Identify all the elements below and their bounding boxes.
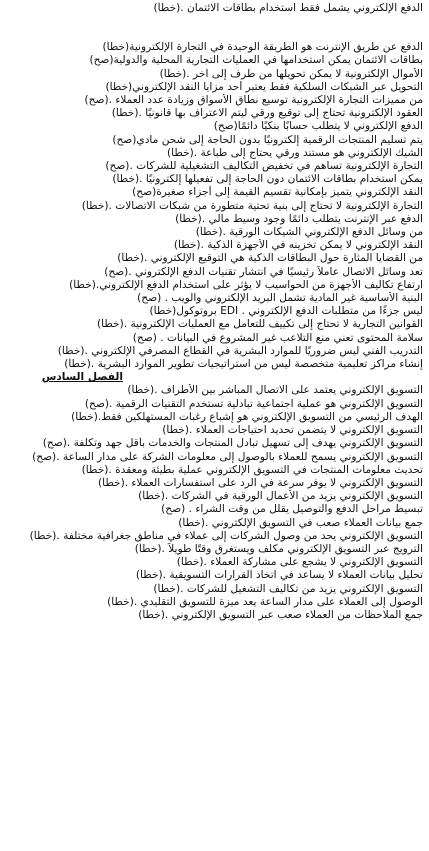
statement-line: النقد الإلكتروني لا يمكن تخزينه في الأجهزة الذكية .(خطأ)	[173, 239, 423, 252]
statement-line: التحويل عبر الشبكات السلكية فقط يعتبر أحد مزايا النقد الإلكتروني(خطأ)	[105, 80, 423, 93]
statement-line: بطاقات الائتمان يمكن استخدامها في العمليات التجارية المحلية والدولية(صح)	[89, 54, 423, 67]
statement-line: العقود الإلكترونية تحتاج إلى توقيع ورقي ليتم الاعتراف بها قانونيًا .(خطأ)	[111, 107, 423, 120]
chapter-heading: الفصل السادس	[41, 371, 123, 384]
statement-line: الدفع عبر الإنترنت يتطلب دائمًا وجود وسيط مالي .(خطأ)	[175, 212, 423, 225]
statement-line: من مميزات التجارة الإلكترونية توسيع نطاق الأسواق وزيادة عدد العملاء .(صح)	[84, 94, 423, 107]
statement-line: من وسائل الدفع الإلكتروني الشيكات الورقية .(خطأ)	[195, 226, 423, 239]
statement-line: التجارة الإلكترونية تساهم في تخفيض التكاليف التشغيلية للشركات .(صح)	[105, 160, 423, 173]
statement-line: سلامة المحتوى تعني منع التلاعب غير المشروع في البيانات . (صح)	[132, 331, 423, 344]
statement-line: الدفع الإلكتروني يشمل فقط استخدام بطاقات الائتمان .(خطأ)	[153, 2, 423, 14]
statement-line: جمع الملاحظات من العملاء صعب عبر التسويق الإلكتروني .(خطأ)	[138, 608, 423, 621]
statement-line: ارتفاع تكاليف الأجهزة من الحواسيب لا يؤثر على استخدام الدفع الإلكتروني.(خطأ)	[69, 278, 423, 291]
statement-line: التسويق الإلكتروني يهدف إلى تسهيل تبادل المنتجات والخدمات بأقل جهد وتكلفة .(صح)	[42, 437, 423, 450]
blank-gap	[6, 15, 423, 28]
statement-line: إنشاء مراكز تعليمية متخصصة ليس من استراتيجيات تطوير الموارد البشرية .(خطأ)	[64, 358, 423, 371]
statement-line: ليس جزءًا من متطلبات الدفع الإلكتروني . EDI بروتوكول(خطأ)	[149, 305, 423, 318]
statement-line: الهدف الرئيسي من التسويق الإلكتروني هو إشباع رغبات المستهلكين فقط.(خطأ)	[71, 410, 423, 423]
statement-line: التدريب الفني ليس ضروريًا للموارد البشرية في القطاع المصرفي الإلكتروني .(خطأ)	[57, 344, 423, 357]
statement-line: التسويق الإلكتروني يعتمد على الاتصال المباشر بين الأطراف .(خطأ)	[127, 384, 423, 397]
blank-gap	[6, 28, 423, 41]
statement-line: الدفع الإلكتروني لا يتطلب حسابًا بنكيًا دائمًا(صح)	[213, 120, 423, 133]
statement-line: يتم تسليم المنتجات الرقمية إلكترونيًا بدون الحاجة إلى شحن مادي(صح)	[112, 133, 423, 146]
section-statements-list	[6, 41, 423, 371]
statement-line: التسويق الإلكتروني يسمح للعملاء بالوصول إلى معلومات الشركة على مدار الساعة .(صح)	[32, 450, 423, 463]
chapter-six-statements-list	[6, 384, 423, 622]
statement-line: يمكن استخدام بطاقات الائتمان دون الحاجة إلى تفعيلها إلكترونيًا .(خطأ)	[112, 173, 423, 186]
statement-line: التسويق الإلكتروني لا يوفر سرعة في الرد على استفسارات العملاء .(خطأ)	[97, 476, 423, 489]
statement-line: الترويج عبر التسويق الإلكتروني مكلف ويستغرق وقتًا طويلاً .(خطأ)	[134, 542, 423, 555]
statement-line: التسويق الإلكتروني يزيد من الأعمال الورقية في الشركات .(خطأ)	[138, 490, 423, 503]
statement-line: تبسيط مراحل الدفع والتوصيل يقلل من وقت الشراء . (صح)	[161, 503, 423, 516]
statement-line: التسويق الإلكتروني يزيد من تكاليف التشغيل للشركات .(خطأ)	[153, 582, 423, 595]
statement-line: القوانين التجارية لا تحتاج إلى تكييف للتعامل مع العمليات الإلكترونية .(خطأ)	[97, 318, 423, 331]
statement-line: النقد الإلكتروني يتميز بإمكانية تقسيم القيمة إلى أجزاء صغيرة(صح)	[132, 186, 423, 199]
statement-line: تحليل بيانات العملاء لا يساعد في اتخاذ القرارات التسويقية .(خطأ)	[135, 569, 423, 582]
statement-line: التسويق الإلكتروني لا يتضمن تحديد احتياجات العملاء .(خطأ)	[162, 424, 423, 437]
statement-line: تحديث معلومات المنتجات في التسويق الإلكتروني عملية بطيئة ومعقدة .(خطأ)	[81, 463, 423, 476]
statement-line: التسويق الإلكتروني لا يشجع على مشاركة العملاء .(خطأ)	[176, 556, 423, 569]
statement-line: الشيك الإلكتروني هو مستند ورقي يحتاج إلى طباعة .(خطأ)	[167, 146, 423, 159]
statement-line: الأموال الإلكترونية لا يمكن تحويلها من طرف إلى آخر .(خطأ)	[159, 67, 423, 80]
statement-line: تعد وسائل الاتصال عاملاً رئيسيًا في انتشار تقنيات الدفع الإلكتروني .(صح)	[104, 265, 423, 278]
statement-line: التسويق الإلكتروني يحد من وصول الشركات إلى عملاء في مناطق جغرافية مختلفة .(خطأ)	[29, 529, 423, 542]
statement-line: التجارة الإلكترونية لا تحتاج إلى بنية تحتية متطورة من شبكات الاتصالات .(خطأ)	[81, 199, 423, 212]
statement-line: الوصول إلى العملاء على مدار الساعة يعد ميزة للتسويق التقليدي .(خطأ)	[107, 595, 423, 608]
statement-line: البنية الأساسية غير المادية تشمل البريد الإلكتروني والويب . (صح)	[137, 292, 423, 305]
statement-line: من القضايا المثارة حول البطاقات الذكية هي التوقيع الإلكتروني .(خطأ)	[117, 252, 423, 265]
statement-line: جمع بيانات العملاء صعب في التسويق الإلكتروني .(خطأ)	[178, 516, 423, 529]
statement-line: التسويق الإلكتروني هو عملية اجتماعية تبادلية تستخدم التقنيات الرقمية .(صح)	[84, 397, 423, 410]
statement-line: الدفع عن طريق الإنترنت هو الطريقة الوحيدة في التجارة الإلكترونية(خطأ)	[102, 41, 423, 54]
